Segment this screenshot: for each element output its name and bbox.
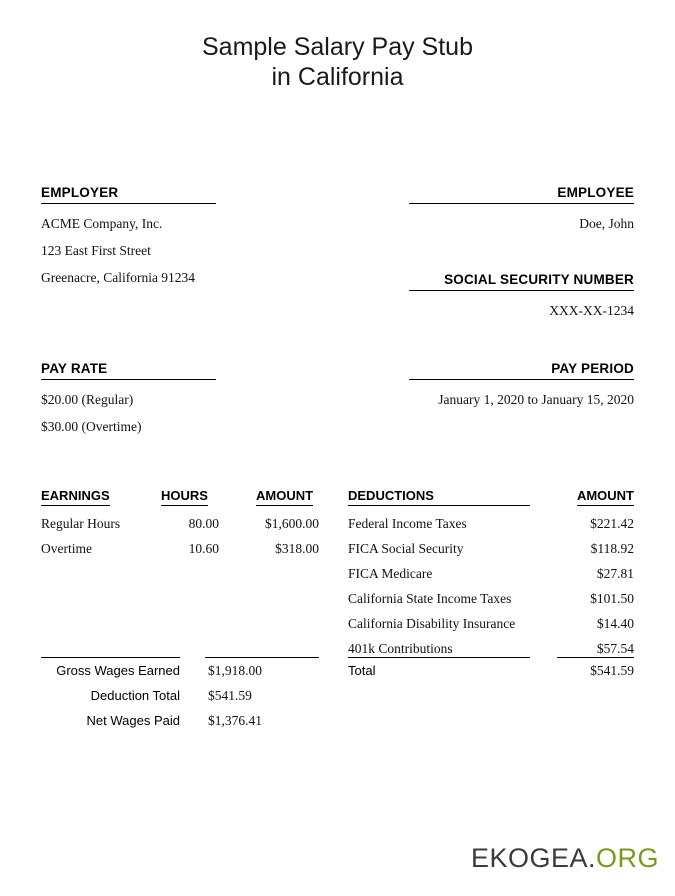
earnings-header-hours: HOURS — [161, 488, 208, 506]
deduction-row-label: 401k Contributions — [348, 641, 453, 656]
pay-rate-overtime: $30.00 (Overtime) — [41, 419, 142, 434]
deduction-row-amount: $14.40 — [596, 616, 634, 631]
earnings-row-amount: $1,600.00 — [265, 516, 319, 531]
page-title-line-1: Sample Salary Pay Stub — [202, 33, 473, 61]
earnings-header-hours-rule — [161, 505, 208, 506]
summary-row-value: $541.59 — [208, 688, 252, 703]
table-row — [41, 516, 120, 532]
deduction-row-amount: $118.92 — [590, 541, 634, 556]
summary-row-value: $1,918.00 — [208, 663, 262, 678]
deductions-total-label-rule — [348, 657, 530, 658]
pay-rate-heading: PAY RATE — [41, 361, 108, 376]
pay-rate-heading-rule — [41, 379, 216, 380]
site-watermark-logo — [471, 843, 659, 874]
employer-block — [41, 185, 216, 291]
table-row — [348, 516, 467, 532]
pay-rate-regular: $20.00 (Regular) — [41, 392, 134, 407]
summary-row-label: Deduction Total — [90, 688, 180, 703]
table-row — [348, 591, 511, 607]
summary-row-label: Net Wages Paid — [86, 713, 180, 728]
table-row — [348, 566, 432, 582]
page-title-line-2: in California — [271, 63, 404, 91]
table-row — [41, 541, 92, 557]
earnings-header-amount-rule — [256, 505, 313, 506]
employer-heading: EMPLOYER — [41, 185, 119, 200]
earnings-header-amount: AMOUNT — [256, 488, 313, 506]
deduction-row-amount: $27.81 — [596, 566, 634, 581]
employer-city-state-zip: Greenacre, California 91234 — [41, 270, 196, 285]
social-security-heading-rule — [409, 290, 634, 291]
deduction-row-amount: $57.54 — [596, 641, 634, 656]
pay-period-value: January 1, 2020 to January 15, 2020 — [438, 392, 634, 407]
deductions-total-label: Total — [348, 663, 376, 678]
watermark-text-dark: EKOGEA. — [470, 843, 596, 873]
table-row — [348, 616, 515, 632]
social-security-block — [409, 272, 634, 324]
employer-street: 123 East First Street — [41, 243, 151, 258]
deductions-header-label: DEDUCTIONS — [348, 488, 530, 506]
pay-period-heading: PAY PERIOD — [551, 361, 634, 376]
deductions-total-amount: $541.59 — [590, 663, 634, 678]
pay-period-heading-rule — [409, 379, 634, 380]
deduction-row-amount: $101.50 — [590, 591, 634, 606]
employee-heading-rule — [409, 203, 634, 204]
deduction-row-label: Federal Income Taxes — [348, 516, 467, 531]
deduction-row-label: FICA Medicare — [348, 566, 433, 581]
pay-rate-block — [41, 361, 216, 440]
deductions-header-amount-rule — [577, 505, 634, 506]
deduction-row-amount: $221.42 — [590, 516, 634, 531]
summary-value-rule — [205, 657, 319, 658]
summary-row-label: Gross Wages Earned — [56, 663, 180, 678]
pay-period-block — [409, 361, 634, 413]
deductions-total-amount-rule — [557, 657, 634, 658]
deductions-header-label-rule — [348, 505, 530, 506]
earnings-header-earnings: EARNINGS — [41, 488, 110, 506]
employee-block — [409, 185, 634, 237]
summary-label-rule — [41, 657, 180, 658]
table-row — [348, 541, 464, 557]
social-security-heading: SOCIAL SECURITY NUMBER — [444, 272, 634, 287]
deduction-row-label: California Disability Insurance — [348, 616, 516, 631]
earnings-row-hours: 80.00 — [188, 516, 219, 531]
deduction-row-label: California State Income Taxes — [348, 591, 512, 606]
deduction-row-label: FICA Social Security — [348, 541, 464, 556]
earnings-row-amount: $318.00 — [275, 541, 319, 556]
employee-heading: EMPLOYEE — [557, 185, 634, 200]
table-row — [348, 641, 453, 657]
employer-heading-rule — [41, 203, 216, 204]
page-title — [0, 0, 675, 92]
earnings-row-label: Regular Hours — [41, 516, 121, 531]
earnings-header-earnings-rule — [41, 505, 110, 506]
deductions-header-amount: AMOUNT — [577, 488, 634, 506]
social-security-value: XXX-XX-1234 — [549, 303, 634, 318]
earnings-row-hours: 10.60 — [188, 541, 219, 556]
employee-name: Doe, John — [579, 216, 634, 231]
employer-name: ACME Company, Inc. — [41, 216, 163, 231]
watermark-text-green: ORG — [595, 843, 659, 873]
earnings-row-label: Overtime — [41, 541, 92, 556]
summary-row-value: $1,376.41 — [208, 713, 262, 728]
